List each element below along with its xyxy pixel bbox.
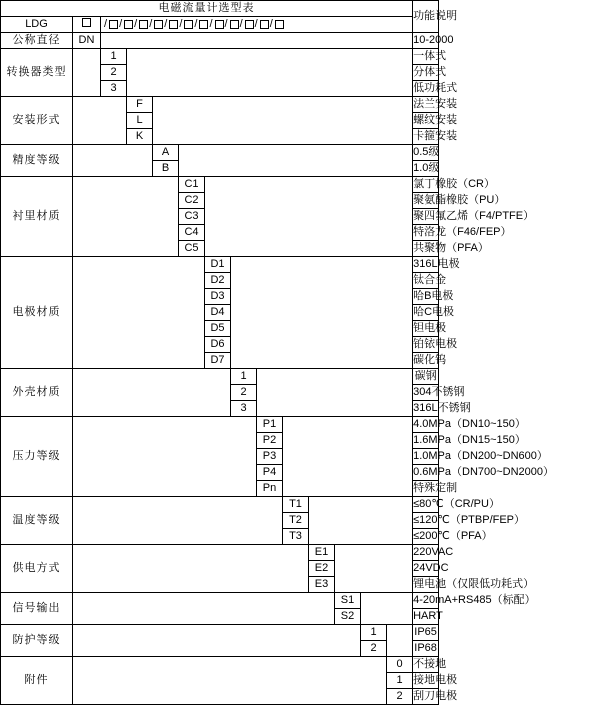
desc-pressure-rating-3: 1.0MPa（DN200~DN600） bbox=[413, 449, 439, 465]
checkbox-glyph bbox=[215, 20, 224, 29]
code-converter-type-2: 2 bbox=[101, 65, 127, 81]
row-housing-material-1 bbox=[1, 369, 600, 385]
slash-glyph: / bbox=[269, 18, 273, 31]
desc-protection-class-1: IP65 bbox=[413, 625, 439, 641]
spacer bbox=[153, 97, 413, 145]
spacer bbox=[257, 369, 413, 417]
code-mounting-type-1: F bbox=[127, 97, 153, 113]
checkbox-glyph bbox=[245, 20, 254, 29]
header-slash-box-8 bbox=[208, 18, 223, 30]
desc-pressure-rating-1: 4.0MPa（DN10~150） bbox=[413, 417, 439, 433]
spacer bbox=[73, 625, 361, 657]
desc-power-supply-3: 锂电池（仅限低功耗式） bbox=[413, 577, 439, 593]
code-housing-material-1: 1 bbox=[231, 369, 257, 385]
row-converter-type-1 bbox=[1, 49, 600, 65]
code-mounting-type-3: K bbox=[127, 129, 153, 145]
code-lining-material-2: C2 bbox=[179, 193, 205, 209]
spacer bbox=[283, 417, 413, 497]
code-power-supply-2: E2 bbox=[309, 561, 335, 577]
code-pressure-rating-1: P1 bbox=[257, 417, 283, 433]
checkbox-glyph bbox=[199, 20, 208, 29]
slash-glyph: / bbox=[134, 18, 138, 31]
desc-power-supply-2: 24VDC bbox=[413, 561, 439, 577]
row-accessory-1 bbox=[1, 657, 600, 673]
desc-electrode-material-1: 316L电极 bbox=[413, 257, 439, 273]
spacer bbox=[73, 49, 101, 97]
checkbox-glyph bbox=[139, 20, 148, 29]
table-header-code-row bbox=[1, 17, 600, 33]
spacer bbox=[205, 177, 413, 257]
desc-pressure-rating-2: 1.6MPa（DN15~150） bbox=[413, 433, 439, 449]
desc-accuracy-class-2: 1.0级 bbox=[413, 161, 439, 177]
slash-glyph: / bbox=[164, 18, 168, 31]
desc-temperature-rating-2: ≤120℃（PTBP/FEP） bbox=[413, 513, 439, 529]
slash-glyph: / bbox=[119, 18, 123, 31]
desc-temperature-rating-3: ≤200℃（PFA） bbox=[413, 529, 439, 545]
desc-protection-class-2: IP68 bbox=[413, 641, 439, 657]
code-dn: DN bbox=[73, 33, 101, 49]
desc-converter-type-2: 分体式 bbox=[413, 65, 439, 81]
desc-mounting-type-2: 螺纹安装 bbox=[413, 113, 439, 129]
code-signal-output-2: S2 bbox=[335, 609, 361, 625]
spacer bbox=[73, 497, 283, 545]
desc-converter-type-3: 低功耗式 bbox=[413, 81, 439, 97]
code-pressure-rating-5: Pn bbox=[257, 481, 283, 497]
desc-lining-material-2: 聚氨酯橡胶（PU） bbox=[413, 193, 439, 209]
code-lining-material-4: C4 bbox=[179, 225, 205, 241]
desc-lining-material-1: 氯丁橡胶（CR） bbox=[413, 177, 439, 193]
code-electrode-material-3: D3 bbox=[205, 289, 231, 305]
row-label-lining-material: 衬里材质 bbox=[1, 177, 73, 257]
desc-lining-material-3: 聚四氟乙烯（F4/PTFE） bbox=[413, 209, 439, 225]
code-accessory-3: 2 bbox=[387, 689, 413, 705]
row-pressure-rating-1 bbox=[1, 417, 600, 433]
desc-electrode-material-5: 钽电极 bbox=[413, 321, 439, 337]
spacer bbox=[73, 257, 205, 369]
code-electrode-material-5: D5 bbox=[205, 321, 231, 337]
desc-mounting-type-3: 卡箍安装 bbox=[413, 129, 439, 145]
desc-accuracy-class-1: 0.5级 bbox=[413, 145, 439, 161]
checkbox-glyph bbox=[109, 20, 118, 29]
row-nominal-diameter bbox=[1, 33, 600, 49]
desc-mounting-type-1: 法兰安装 bbox=[413, 97, 439, 113]
code-power-supply-1: E1 bbox=[309, 545, 335, 561]
header-slash-box-12 bbox=[269, 18, 284, 30]
code-temperature-rating-2: T2 bbox=[283, 513, 309, 529]
code-accessory-1: 0 bbox=[387, 657, 413, 673]
checkbox-glyph bbox=[184, 20, 193, 29]
row-label-electrode-material: 电极材质 bbox=[1, 257, 73, 369]
desc-converter-type-1: 一体式 bbox=[413, 49, 439, 65]
slash-glyph: / bbox=[104, 18, 108, 31]
spacer bbox=[73, 177, 179, 257]
code-temperature-rating-3: T3 bbox=[283, 529, 309, 545]
desc-lining-material-4: 特洛龙（F46/FEP） bbox=[413, 225, 439, 241]
desc-accessory-2: 接地电极 bbox=[413, 673, 439, 689]
code-pressure-rating-4: P4 bbox=[257, 465, 283, 481]
spacer bbox=[73, 545, 309, 593]
row-label-converter-type: 转换器类型 bbox=[1, 49, 73, 97]
table-header-title-row bbox=[1, 1, 600, 17]
row-electrode-material-1 bbox=[1, 257, 600, 273]
desc-power-supply-1: 220VAC bbox=[413, 545, 439, 561]
slash-glyph: / bbox=[254, 18, 258, 31]
code-housing-material-3: 3 bbox=[231, 401, 257, 417]
row-lining-material-1 bbox=[1, 177, 600, 193]
slash-glyph: / bbox=[194, 18, 198, 31]
slash-box-sequence bbox=[101, 17, 412, 32]
header-slash-box-9 bbox=[224, 18, 239, 30]
code-power-supply-3: E3 bbox=[309, 577, 335, 593]
spacer bbox=[73, 369, 231, 417]
code-protection-class-1: 1 bbox=[361, 625, 387, 641]
header-slash-box-7 bbox=[193, 18, 208, 30]
row-label-protection-class: 防护等级 bbox=[1, 625, 73, 657]
row-signal-output-1 bbox=[1, 593, 600, 609]
desc-accessory-1: 不接地 bbox=[413, 657, 439, 673]
desc-signal-output-2: HART bbox=[413, 609, 439, 625]
code-electrode-material-1: D1 bbox=[205, 257, 231, 273]
spacer bbox=[73, 657, 387, 705]
spacer bbox=[73, 97, 127, 145]
desc-housing-material-2: 304不锈钢 bbox=[413, 385, 439, 401]
table-title: 电磁流量计选型表 bbox=[1, 1, 413, 17]
spacer bbox=[387, 625, 413, 657]
code-pressure-rating-2: P2 bbox=[257, 433, 283, 449]
row-label-signal-output: 信号输出 bbox=[1, 593, 73, 625]
checkbox-glyph bbox=[260, 20, 269, 29]
desc-housing-material-3: 316L不锈钢 bbox=[413, 401, 439, 417]
spacer bbox=[73, 593, 335, 625]
code-accuracy-class-2: B bbox=[153, 161, 179, 177]
desc-housing-material-1: 碳钢 bbox=[413, 369, 439, 385]
row-label-nominal-diameter: 公称直径 bbox=[1, 33, 73, 49]
header-slash-box-5 bbox=[163, 18, 178, 30]
header-slash-box-10 bbox=[239, 18, 254, 30]
desc-nominal-diameter: 10-2000 bbox=[413, 33, 439, 49]
code-electrode-material-4: D4 bbox=[205, 305, 231, 321]
code-pressure-rating-3: P3 bbox=[257, 449, 283, 465]
code-lining-material-1: C1 bbox=[179, 177, 205, 193]
desc-electrode-material-2: 钛合金 bbox=[413, 273, 439, 289]
code-signal-output-1: S1 bbox=[335, 593, 361, 609]
header-slash-box-1 bbox=[103, 18, 118, 30]
desc-pressure-rating-4: 0.6MPa（DN700~DN2000） bbox=[413, 465, 439, 481]
header-slash-box-3 bbox=[133, 18, 148, 30]
row-mounting-type-1 bbox=[1, 97, 600, 113]
row-power-supply-1 bbox=[1, 545, 600, 561]
header-slash-box-6 bbox=[178, 18, 193, 30]
checkbox-glyph bbox=[124, 20, 133, 29]
row-label-mounting-type: 安装形式 bbox=[1, 97, 73, 145]
checkbox-glyph bbox=[154, 20, 163, 29]
checkbox-glyph bbox=[82, 18, 91, 27]
header-box-0 bbox=[73, 17, 101, 33]
header-slash-box-11 bbox=[254, 18, 269, 30]
row-label-housing-material: 外壳材质 bbox=[1, 369, 73, 417]
code-converter-type-3: 3 bbox=[101, 81, 127, 97]
row-accuracy-class-1 bbox=[1, 145, 600, 161]
code-electrode-material-6: D6 bbox=[205, 337, 231, 353]
spacer bbox=[335, 545, 413, 593]
row-protection-class-1 bbox=[1, 625, 600, 641]
spacer bbox=[73, 417, 257, 497]
slash-glyph: / bbox=[224, 18, 228, 31]
desc-electrode-material-4: 哈C电极 bbox=[413, 305, 439, 321]
desc-electrode-material-7: 碳化钨 bbox=[413, 353, 439, 369]
code-accuracy-class-1: A bbox=[153, 145, 179, 161]
spacer bbox=[127, 49, 413, 97]
spacer bbox=[309, 497, 413, 545]
checkbox-glyph bbox=[275, 20, 284, 29]
desc-electrode-material-3: 哈B电极 bbox=[413, 289, 439, 305]
code-housing-material-2: 2 bbox=[231, 385, 257, 401]
slash-glyph: / bbox=[239, 18, 243, 31]
desc-column-header: 功能说明 bbox=[413, 1, 439, 33]
row-label-accuracy-class: 精度等级 bbox=[1, 145, 73, 177]
code-converter-type-1: 1 bbox=[101, 49, 127, 65]
model-prefix: LDG bbox=[1, 17, 73, 33]
header-slash-box-4 bbox=[148, 18, 163, 30]
desc-lining-material-5: 共聚物（PFA） bbox=[413, 241, 439, 257]
row-label-temperature-rating: 温度等级 bbox=[1, 497, 73, 545]
code-accessory-2: 1 bbox=[387, 673, 413, 689]
slash-glyph: / bbox=[179, 18, 183, 31]
row-label-pressure-rating: 压力等级 bbox=[1, 417, 73, 497]
spacer bbox=[101, 33, 413, 49]
row-temperature-rating-1 bbox=[1, 497, 600, 513]
code-electrode-material-7: D7 bbox=[205, 353, 231, 369]
code-temperature-rating-1: T1 bbox=[283, 497, 309, 513]
checkbox-glyph bbox=[230, 20, 239, 29]
desc-accessory-3: 刮刀电极 bbox=[413, 689, 439, 705]
checkbox-glyph bbox=[169, 20, 178, 29]
code-protection-class-2: 2 bbox=[361, 641, 387, 657]
slash-glyph: / bbox=[209, 18, 213, 31]
header-slash-boxes bbox=[101, 17, 413, 33]
row-label-power-supply: 供电方式 bbox=[1, 545, 73, 593]
desc-pressure-rating-5: 特殊定制 bbox=[413, 481, 439, 497]
row-label-accessory: 附件 bbox=[1, 657, 73, 705]
spacer bbox=[231, 257, 413, 369]
code-lining-material-5: C5 bbox=[179, 241, 205, 257]
spacer bbox=[73, 145, 153, 177]
code-mounting-type-2: L bbox=[127, 113, 153, 129]
desc-signal-output-1: 4-20mA+RS485（标配） bbox=[413, 593, 439, 609]
desc-electrode-material-6: 铂铱电极 bbox=[413, 337, 439, 353]
spacer bbox=[361, 593, 413, 625]
slash-glyph: / bbox=[149, 18, 153, 31]
header-slash-box-2 bbox=[118, 18, 133, 30]
code-lining-material-3: C3 bbox=[179, 209, 205, 225]
desc-temperature-rating-1: ≤80℃（CR/PU） bbox=[413, 497, 439, 513]
code-electrode-material-2: D2 bbox=[205, 273, 231, 289]
spacer bbox=[179, 145, 413, 177]
